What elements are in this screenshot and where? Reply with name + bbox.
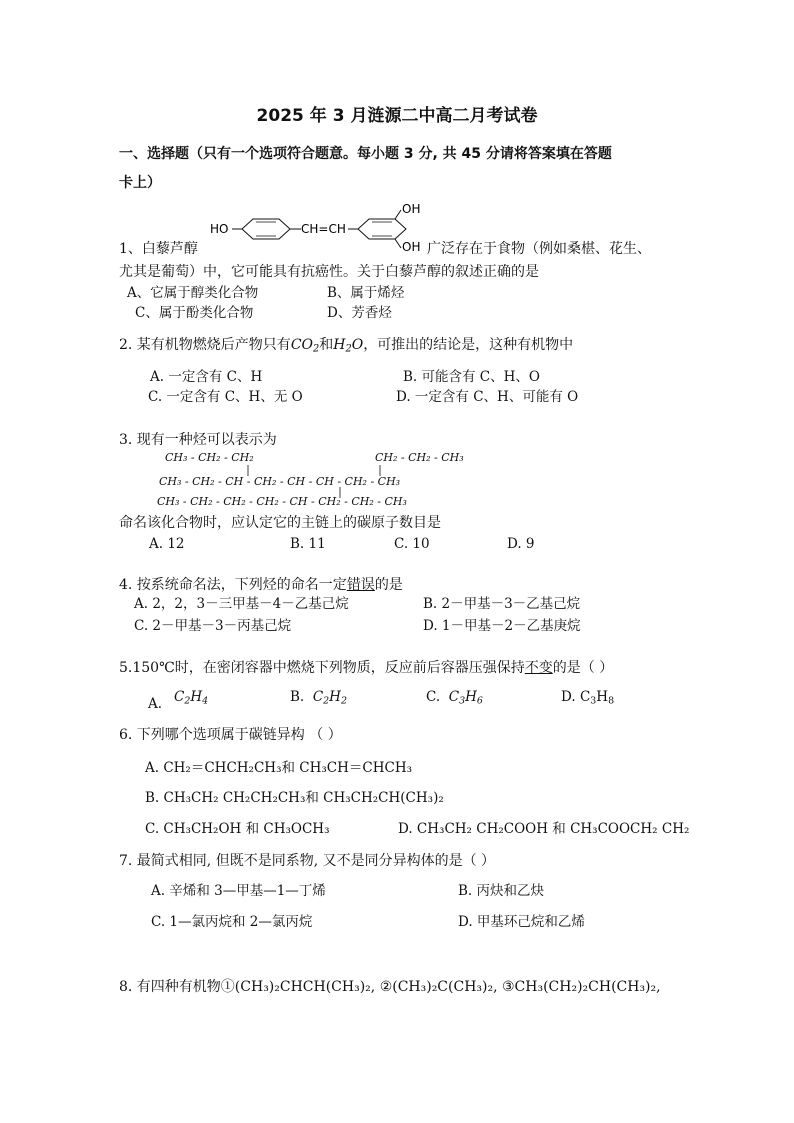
q3-formula-row3: CH₃ - CH₂ - CH₂ - CH₂ - CH - CH₂ - CH₂ - CH₃	[157, 495, 407, 508]
q3-line2: 命名该化合物时，应认定它的主链上的碳原子数目是	[119, 515, 441, 531]
resveratrol-structure	[210, 198, 430, 256]
q3-formula-row2: CH₃ - CH₂ - CH - CH₂ - CH - CH - CH₂ - CH₃	[159, 475, 401, 488]
q2-text-b: ，可推出的结论是，这种有机物中	[363, 337, 574, 353]
q1-option-b: B、属于烯烃	[327, 285, 405, 301]
q5-option-a-formula: $C_2H_4$	[174, 689, 209, 707]
q5-text-underlined: 不变	[524, 660, 553, 676]
q2-question	[119, 337, 573, 353]
q7-option-d: D. 甲基环己烷和乙烯	[458, 914, 585, 930]
structure-oh-bottom: OH	[402, 240, 421, 254]
q5-option-c: C. $C_3H_6$	[426, 689, 483, 707]
q5-text-a: 5.150℃时，在密闭容器中燃烧下列物质，反应前后容器压强保持	[119, 660, 525, 676]
q6-question: 6. 下列哪个选项属于碳链异构 （ ）	[119, 727, 342, 743]
q4-option-b: B. 2－甲基－3－乙基己烷	[423, 596, 581, 612]
q5-option-b: B. $C_2H_2$	[290, 689, 347, 707]
q4-text-b: 的是	[374, 577, 403, 593]
q6-option-d: D. CH₃CH₂ CH₂COOH 和 CH₃COOCH₂ CH₂	[398, 821, 690, 837]
q2-option-a: A. 一定含有 C、H	[150, 369, 263, 385]
section-header-line1: 一、选择题（只有一个选项符合题意。每小题 3 分, 共 45 分请将答案填在答题	[119, 146, 612, 162]
q3-option-c: C. 10	[394, 536, 430, 552]
q2-option-d: D. 一定含有 C、H、可能有 O	[396, 389, 579, 405]
q1-option-c: C、属于酚类化合物	[135, 305, 254, 321]
q5-option-a-label: A.	[148, 696, 163, 712]
q7-option-c: C. 1—氯丙烷和 2—氯丙烷	[151, 914, 313, 930]
structure-vinyl-label: CH=CH	[301, 222, 346, 236]
q4-text-underlined: 错误	[346, 577, 375, 593]
q5-text-b: 的是（ ）	[552, 660, 614, 676]
q1-line2: 尤其是葡萄）中，它可能具有抗癌性。关于白藜芦醇的叙述正确的是	[119, 264, 539, 280]
structure-oh-top: OH	[402, 202, 421, 216]
q6-option-a: A. CH₂＝CHCH₂CH₃和 CH₃CH＝CHCH₃	[145, 760, 413, 776]
q4-option-d: D. 1－甲基－2－乙基庚烷	[423, 618, 581, 634]
q2-and: 和	[319, 337, 334, 353]
q3-option-a: A. 12	[149, 536, 185, 552]
q1-option-a: A、它属于醇类化合物	[127, 285, 259, 301]
q1-option-d: D、芳香烃	[327, 305, 392, 321]
q4-option-a: A. 2，2，3－三甲基－4－乙基己烷	[134, 596, 349, 612]
page-title: 2025 年 3 月涟源二中高二月考试卷	[256, 106, 538, 126]
structure-ho-label: HO	[210, 222, 229, 236]
section-header-line2: 卡上）	[119, 175, 161, 191]
q1-prefix: 1、白藜芦醇	[119, 241, 198, 257]
q2-text-a: 2. 某有机物燃烧后产物只有	[119, 337, 291, 353]
q3-question: 3. 现有一种烃可以表示为	[119, 432, 277, 448]
q5-question	[119, 660, 613, 676]
q3-option-b: B. 11	[290, 536, 326, 552]
q6-option-c: C. CH₃CH₂OH 和 CH₃OCH₃	[145, 821, 330, 837]
q4-text-a: 4. 按系统命名法，下列烃的命名一定	[119, 577, 347, 593]
q4-question	[119, 577, 403, 593]
q2-option-b: B. 可能含有 C、H、O	[403, 369, 540, 385]
q3-formula-row1-right: CH₂ - CH₂ - CH₃	[375, 451, 464, 464]
q3-option-d: D. 9	[507, 536, 535, 552]
q7-option-b: B. 丙炔和乙炔	[458, 883, 545, 899]
q8-question: 8. 有四种有机物①(CH₃)₂CHCH(CH₃)₂, ②(CH₃)₂C(CH₃)₂, ③CH₃(CH₂)₂CH(CH₃)₂,	[119, 979, 661, 995]
q2-option-c: C. 一定含有 C、H、无 O	[148, 389, 303, 405]
q7-question: 7. 最简式相同, 但既不是同系物, 又不是同分异构体的是（ ）	[119, 853, 496, 869]
q2-h2o: $H_2O$	[333, 337, 364, 355]
q5-option-d: D. $C_3H_8$	[561, 689, 615, 707]
q3-formula-row1-left: CH₃ - CH₂ - CH₂	[165, 451, 254, 464]
q2-co2: $CO_2$	[290, 337, 320, 355]
q6-option-b: B. CH₃CH₂ CH₂CH₂CH₃和 CH₃CH₂CH(CH₃)₂	[145, 790, 444, 806]
q1-suffix: 广泛存在于食物（例如桑椹、花生、	[427, 241, 651, 257]
q7-option-a: A. 辛烯和 3—甲基—1—丁烯	[151, 883, 326, 899]
q4-option-c: C. 2－甲基－3－丙基己烷	[134, 618, 292, 634]
